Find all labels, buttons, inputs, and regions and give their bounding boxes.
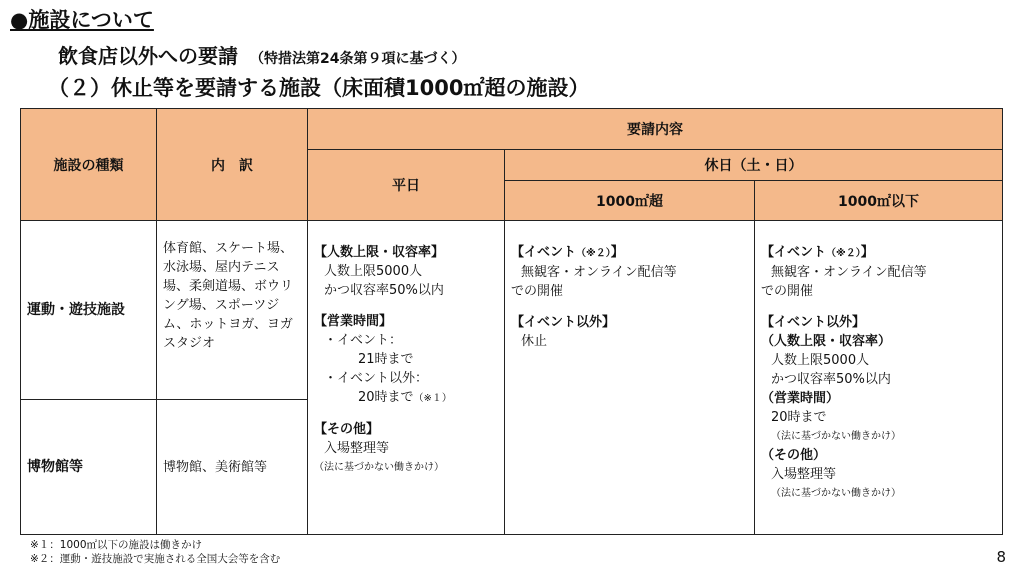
weekday-other-line1: 入場整理等 <box>324 441 390 456</box>
over-nonevent-heading: 【イベント以外】 <box>511 315 616 330</box>
under-other-line1: 入場整理等 <box>771 467 837 482</box>
footnotes <box>30 538 280 566</box>
under-hours-note: （法に基づかない働きかけ） <box>771 431 901 442</box>
under-cap-heading: （人数上限・収容率） <box>761 334 892 349</box>
holiday-under-requests <box>754 220 1003 535</box>
weekday-cap-line1: 人数上限5000人 <box>324 264 423 279</box>
under-other-note: （法に基づかない働きかけ） <box>771 488 901 499</box>
over-event-heading: 【イベント（※２）】 <box>511 245 624 260</box>
weekday-note-mark: （※１） <box>413 393 452 404</box>
over-event-line1: 無観客・オンライン配信等 <box>521 265 677 280</box>
subtitle-note: （特措法第24条第９項に基づく） <box>250 51 466 67</box>
under-event-line2: での開催 <box>761 284 814 299</box>
facility-table <box>20 108 1003 535</box>
under-nonevent-heading: 【イベント以外】 <box>761 315 866 330</box>
header-facility-type: 施設の種類 <box>20 108 157 221</box>
section-title: （２）休止等を要請する施設（床面積1000㎡超の施設） <box>48 76 590 100</box>
header-under-1000: 1000㎡以下 <box>754 180 1003 221</box>
weekday-nonevent-time: 20時まで <box>358 390 414 405</box>
subtitle-text: 飲食店以外への要請 <box>58 44 238 68</box>
header-weekday: 平日 <box>307 149 505 221</box>
footnote-1: ※１：1000㎡以下の施設は働きかけ <box>30 539 203 551</box>
under-cap-line2: かつ収容率50%以内 <box>771 372 891 387</box>
page-number: 8 <box>996 548 1006 566</box>
page-subtitle <box>58 40 465 69</box>
row-sports-category: 運動・遊技施設 <box>20 220 157 400</box>
row-museum-category: 博物館等 <box>20 399 157 535</box>
weekday-cap-line2: かつ収容率50%以内 <box>324 283 444 298</box>
row-museum-detail: 博物館、美術館等 <box>156 399 308 535</box>
weekday-event-time: 21時まで <box>358 352 414 367</box>
weekday-event-label: ・イベント： <box>324 333 403 348</box>
holiday-over-requests <box>504 220 755 535</box>
over-event-line2: での開催 <box>511 284 564 299</box>
under-cap-line1: 人数上限5000人 <box>771 353 870 368</box>
weekday-other-heading: 【その他】 <box>314 422 380 437</box>
page-title: ●施設について <box>10 8 154 32</box>
row-sports-detail: 体育館、スケート場、水泳場、屋内テニス場、柔剣道場、ボウリング場、スポーツジム、ホットヨガ、ヨガスタジオ <box>156 220 308 400</box>
weekday-requests <box>307 220 505 535</box>
over-nonevent-line1: 休止 <box>521 334 548 349</box>
under-event-line1: 無観客・オンライン配信等 <box>771 265 927 280</box>
weekday-nonevent-line <box>314 388 498 408</box>
weekday-other-note: （法に基づかない働きかけ） <box>314 462 444 473</box>
under-event-heading: 【イベント（※２）】 <box>761 245 874 260</box>
weekday-hours-heading: 【営業時間】 <box>314 314 393 329</box>
weekday-nonevent-label: ・イベント以外： <box>324 371 429 386</box>
header-request: 要請内容 <box>307 108 1003 150</box>
under-hours-line1: 20時まで <box>771 410 827 425</box>
header-over-1000: 1000㎡超 <box>504 180 755 221</box>
header-detail: 内 訳 <box>156 108 308 221</box>
weekday-cap-heading: 【人数上限・収容率】 <box>314 245 445 260</box>
footnote-2: ※２：運動・遊技施設で実施される全国大会等を含む <box>30 553 281 565</box>
under-hours-heading: （営業時間） <box>761 391 840 406</box>
header-holiday: 休日（土・日） <box>504 149 1003 181</box>
under-other-heading: （その他） <box>761 448 827 463</box>
